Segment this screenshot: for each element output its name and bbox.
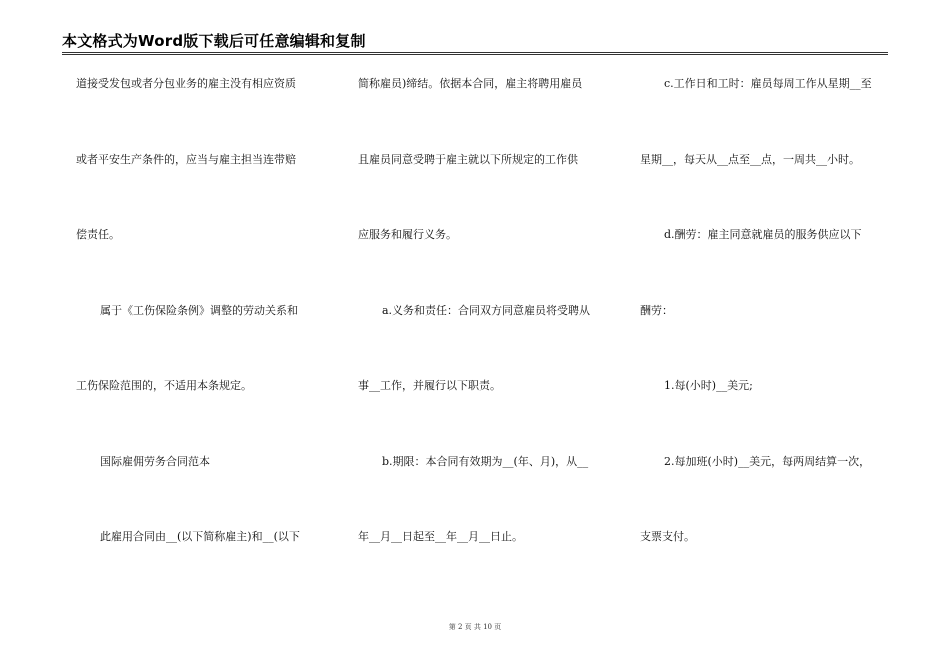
text-line: 年__月__日起至__年__月__日止。 <box>358 530 523 543</box>
text-line: 星期__，每天从__点至__点，一周共__小时。 <box>640 152 860 166</box>
text-line: 事__工作，并履行以下职责。 <box>358 379 501 392</box>
text-line: 2.每加班(小时)__美元，每两周结算一次， <box>664 454 871 468</box>
text-line: 此雇用合同由__(以下简称雇主)和__(以下 <box>100 530 300 543</box>
text-line: c.工作日和工时：雇员每周工作从星期__至 <box>664 77 872 90</box>
text-line: 酬劳： <box>640 303 673 317</box>
text-line: 且雇员同意受聘于雇主就以下所规定的工作供 <box>358 152 578 166</box>
text-line: 道接受发包或者分包业务的雇主没有相应资质 <box>76 77 296 90</box>
text-line: 工伤保险范围的，不适用本条规定。 <box>76 379 252 392</box>
text-line: 应服务和履行义务。 <box>358 228 457 241</box>
text-line: 属于《工伤保险条例》调整的劳动关系和 <box>100 303 298 317</box>
text-line: b.期限：本合同有效期为__(年、月)，从__ <box>382 454 589 468</box>
text-column-2 <box>358 72 620 601</box>
text-line: 或者平安生产条件的，应当与雇主担当连带赔 <box>76 152 296 166</box>
text-line: 偿责任。 <box>76 228 120 241</box>
document-header-title: 本文格式为Word版下载后可任意编辑和复制 <box>62 32 366 50</box>
header-rule-bottom <box>62 54 888 55</box>
text-line: 1.每(小时)__美元; <box>664 379 753 392</box>
text-column-3 <box>640 72 890 601</box>
text-column-1 <box>76 72 338 601</box>
page-number-footer: 第 2 页 共 10 页 <box>448 623 502 631</box>
header-rule-top <box>62 52 888 53</box>
text-line: a.义务和责任：合同双方同意雇员将受聘从 <box>382 303 591 317</box>
text-line: d.酬劳：雇主同意就雇员的服务供应以下 <box>664 228 862 241</box>
text-line: 简称雇员)缔结。依据本合同，雇主将聘用雇员 <box>358 77 583 90</box>
text-line: 支票支付。 <box>640 530 695 543</box>
text-line: 国际雇佣劳务合同范本 <box>100 454 210 468</box>
